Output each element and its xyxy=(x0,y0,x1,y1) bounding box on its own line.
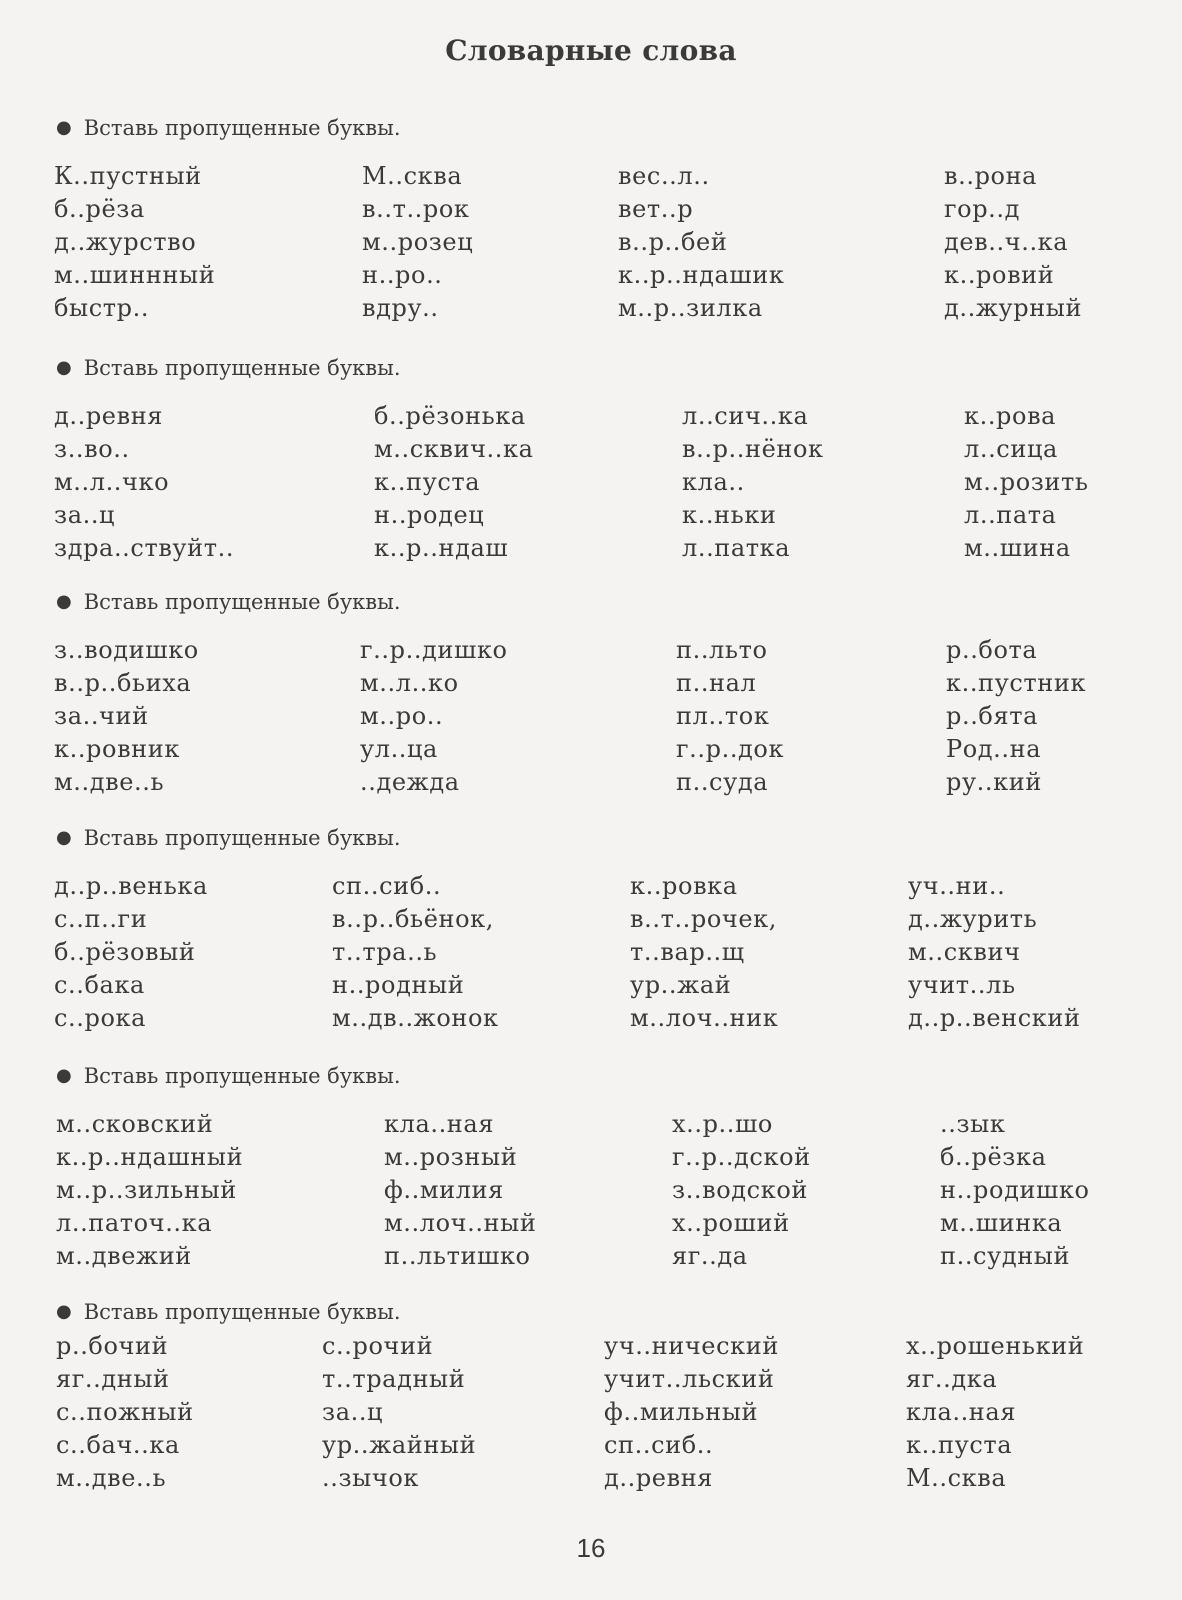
word: к..рова xyxy=(964,402,1057,430)
word: к..р..ндашик xyxy=(618,261,785,289)
word-column xyxy=(940,1108,1090,1273)
word: за..чий xyxy=(54,702,149,730)
word: н..ро.. xyxy=(362,261,443,289)
word: д..ревня xyxy=(54,402,164,430)
word: к..ньки xyxy=(682,501,777,529)
word: ул..ца xyxy=(360,735,438,763)
word: к..пуста xyxy=(374,468,481,496)
word: б..рёза xyxy=(54,195,145,223)
word: вес..л.. xyxy=(618,162,710,190)
word: м..шина xyxy=(964,534,1071,562)
word: п..льто xyxy=(676,636,768,664)
word: к..ровий xyxy=(944,261,1055,289)
word: гор..д xyxy=(944,195,1021,223)
word: д..журить xyxy=(908,905,1038,933)
word: р..бочий xyxy=(56,1332,169,1360)
word-column xyxy=(360,634,508,799)
word: к..пустник xyxy=(946,669,1087,697)
bullet-icon: ● xyxy=(56,591,72,612)
instruction-text: Вставь пропущенные буквы. xyxy=(83,1300,401,1324)
word: ур..жайный xyxy=(322,1431,477,1459)
bullet-icon: ● xyxy=(56,1065,72,1086)
word: м..ро.. xyxy=(360,702,444,730)
word: в..р..бей xyxy=(618,228,728,256)
word: п..судный xyxy=(940,1242,1071,1270)
word: л..сич..ка xyxy=(682,402,809,430)
word-column xyxy=(332,870,499,1035)
word: б..рёзка xyxy=(940,1143,1047,1171)
instruction xyxy=(56,356,401,380)
word: ру..кий xyxy=(946,768,1042,796)
word: м..шинка xyxy=(940,1209,1063,1237)
word-column xyxy=(384,1108,536,1273)
word: уч..нический xyxy=(604,1332,779,1360)
word: м..л..ко xyxy=(360,669,459,697)
word: м..розец xyxy=(362,228,474,256)
word: м..л..чко xyxy=(54,468,170,496)
word: т..вар..щ xyxy=(630,938,745,966)
page-number: 16 xyxy=(576,1533,606,1563)
word: в..т..рочек, xyxy=(630,905,778,933)
word-column xyxy=(54,870,208,1035)
word: к..ровка xyxy=(630,872,738,900)
word: к..пуста xyxy=(906,1431,1013,1459)
word: за..ц xyxy=(322,1398,384,1426)
word: учит..льский xyxy=(604,1365,775,1393)
word-column xyxy=(374,400,534,565)
word: сп..сиб.. xyxy=(604,1431,714,1459)
word: вет..р xyxy=(618,195,694,223)
word-column xyxy=(54,160,215,325)
word: д..журный xyxy=(944,294,1083,322)
word: х..рошенький xyxy=(906,1332,1085,1360)
word: м..р..зильный xyxy=(56,1176,237,1204)
instruction xyxy=(56,826,401,850)
word: за..ц xyxy=(54,501,116,529)
word-column xyxy=(946,634,1086,799)
word: вдру.. xyxy=(362,294,439,322)
word: г..р..дишко xyxy=(360,636,508,664)
word: м..дв..жонок xyxy=(332,1004,499,1032)
instruction-text: Вставь пропущенные буквы. xyxy=(83,1064,401,1088)
word: в..р..бьёнок, xyxy=(332,905,494,933)
word-column xyxy=(676,634,784,799)
word: т..традный xyxy=(322,1365,466,1393)
word: кла..ная xyxy=(384,1110,495,1138)
word: ф..милия xyxy=(384,1176,504,1204)
word: в..р..нёнок xyxy=(682,435,824,463)
word-column xyxy=(604,1330,779,1495)
word: т..тра..ь xyxy=(332,938,438,966)
word: с..бака xyxy=(54,971,145,999)
instruction xyxy=(56,116,401,140)
word: ..дежда xyxy=(360,768,460,796)
word: л..патка xyxy=(682,534,791,562)
word: н..родишко xyxy=(940,1176,1090,1204)
word: кла.. xyxy=(682,468,745,496)
word: м..лоч..ник xyxy=(630,1004,779,1032)
word: в..рона xyxy=(944,162,1038,190)
word: уч..ни.. xyxy=(908,872,1006,900)
word: с..рока xyxy=(54,1004,147,1032)
word: з..водишко xyxy=(54,636,199,664)
word: с..бач..ка xyxy=(56,1431,180,1459)
word-column xyxy=(682,400,824,565)
word: м..сквич xyxy=(908,938,1021,966)
word: м..две..ь xyxy=(56,1464,167,1492)
word-column xyxy=(56,1108,243,1273)
word: в..р..бьиха xyxy=(54,669,192,697)
word-column xyxy=(630,870,778,1035)
word: з..во.. xyxy=(54,435,130,463)
word: м..лоч..ный xyxy=(384,1209,537,1237)
word: х..роший xyxy=(672,1209,790,1237)
word: з..водской xyxy=(672,1176,808,1204)
word: ..зык xyxy=(940,1110,1006,1138)
word: г..р..док xyxy=(676,735,785,763)
word: учит..ль xyxy=(908,971,1016,999)
word: с..пожный xyxy=(56,1398,194,1426)
word: пл..ток xyxy=(676,702,770,730)
word: м..двежий xyxy=(56,1242,192,1270)
word: д..ревня xyxy=(604,1464,714,1492)
word: б..рёзовый xyxy=(54,938,196,966)
word: б..рёзонька xyxy=(374,402,526,430)
bullet-icon: ● xyxy=(56,357,72,378)
word-column xyxy=(908,870,1081,1035)
word: р..бята xyxy=(946,702,1038,730)
instruction xyxy=(56,1064,401,1088)
word: м..розить xyxy=(964,468,1089,496)
word: д..р..венский xyxy=(908,1004,1081,1032)
instruction xyxy=(56,590,401,614)
word: г..р..дской xyxy=(672,1143,811,1171)
word: м..сквич..ка xyxy=(374,435,534,463)
word-column xyxy=(672,1108,811,1273)
word-column xyxy=(964,400,1089,565)
word: м..сковский xyxy=(56,1110,214,1138)
word: М..сква xyxy=(906,1464,1007,1492)
word-column xyxy=(906,1330,1084,1495)
word: кла..ная xyxy=(906,1398,1017,1426)
word: ф..мильный xyxy=(604,1398,759,1426)
instruction-text: Вставь пропущенные буквы. xyxy=(83,826,401,850)
word: п..суда xyxy=(676,768,769,796)
word: н..родный xyxy=(332,971,465,999)
word-column xyxy=(618,160,784,325)
word: быстр.. xyxy=(54,294,150,322)
word: Род..на xyxy=(946,735,1042,763)
page-title: Словарные слова xyxy=(445,34,737,67)
word: яг..да xyxy=(672,1242,748,1270)
word: д..р..венька xyxy=(54,872,208,900)
word: яг..дка xyxy=(906,1365,998,1393)
instruction xyxy=(56,1300,401,1324)
word: д..журство xyxy=(54,228,197,256)
word: к..р..ндаш xyxy=(374,534,509,562)
word: в..т..рок xyxy=(362,195,470,223)
word: к..р..ндашный xyxy=(56,1143,244,1171)
word-column xyxy=(56,1330,194,1495)
word: с..п..ги xyxy=(54,905,148,933)
word: л..паточ..ка xyxy=(56,1209,213,1237)
word: п..нал xyxy=(676,669,757,697)
bullet-icon: ● xyxy=(56,827,72,848)
word: М..сква xyxy=(362,162,463,190)
word: к..ровник xyxy=(54,735,180,763)
word: К..пустный xyxy=(54,162,202,190)
word: п..льтишко xyxy=(384,1242,531,1270)
word: х..р..шо xyxy=(672,1110,773,1138)
word-column xyxy=(322,1330,476,1495)
bullet-icon: ● xyxy=(56,1301,72,1322)
word-column xyxy=(944,160,1082,325)
word-column xyxy=(54,634,199,799)
word: м..две..ь xyxy=(54,768,165,796)
word: л..пата xyxy=(964,501,1057,529)
instruction-text: Вставь пропущенные буквы. xyxy=(83,590,401,614)
word-column xyxy=(54,400,234,565)
word: яг..дный xyxy=(56,1365,170,1393)
word: м..р..зилка xyxy=(618,294,763,322)
instruction-text: Вставь пропущенные буквы. xyxy=(83,356,401,380)
word: с..рочий xyxy=(322,1332,434,1360)
word: ур..жай xyxy=(630,971,732,999)
word: м..розный xyxy=(384,1143,518,1171)
word: л..сица xyxy=(964,435,1058,463)
instruction-text: Вставь пропущенные буквы. xyxy=(83,116,401,140)
word-column xyxy=(362,160,473,325)
word: м..шиннный xyxy=(54,261,216,289)
word: ..зычок xyxy=(322,1464,419,1492)
word: н..родец xyxy=(374,501,485,529)
word: р..бота xyxy=(946,636,1038,664)
word: дев..ч..ка xyxy=(944,228,1069,256)
word: здра..ствуйт.. xyxy=(54,534,235,562)
word: сп..сиб.. xyxy=(332,872,442,900)
bullet-icon: ● xyxy=(56,117,72,138)
